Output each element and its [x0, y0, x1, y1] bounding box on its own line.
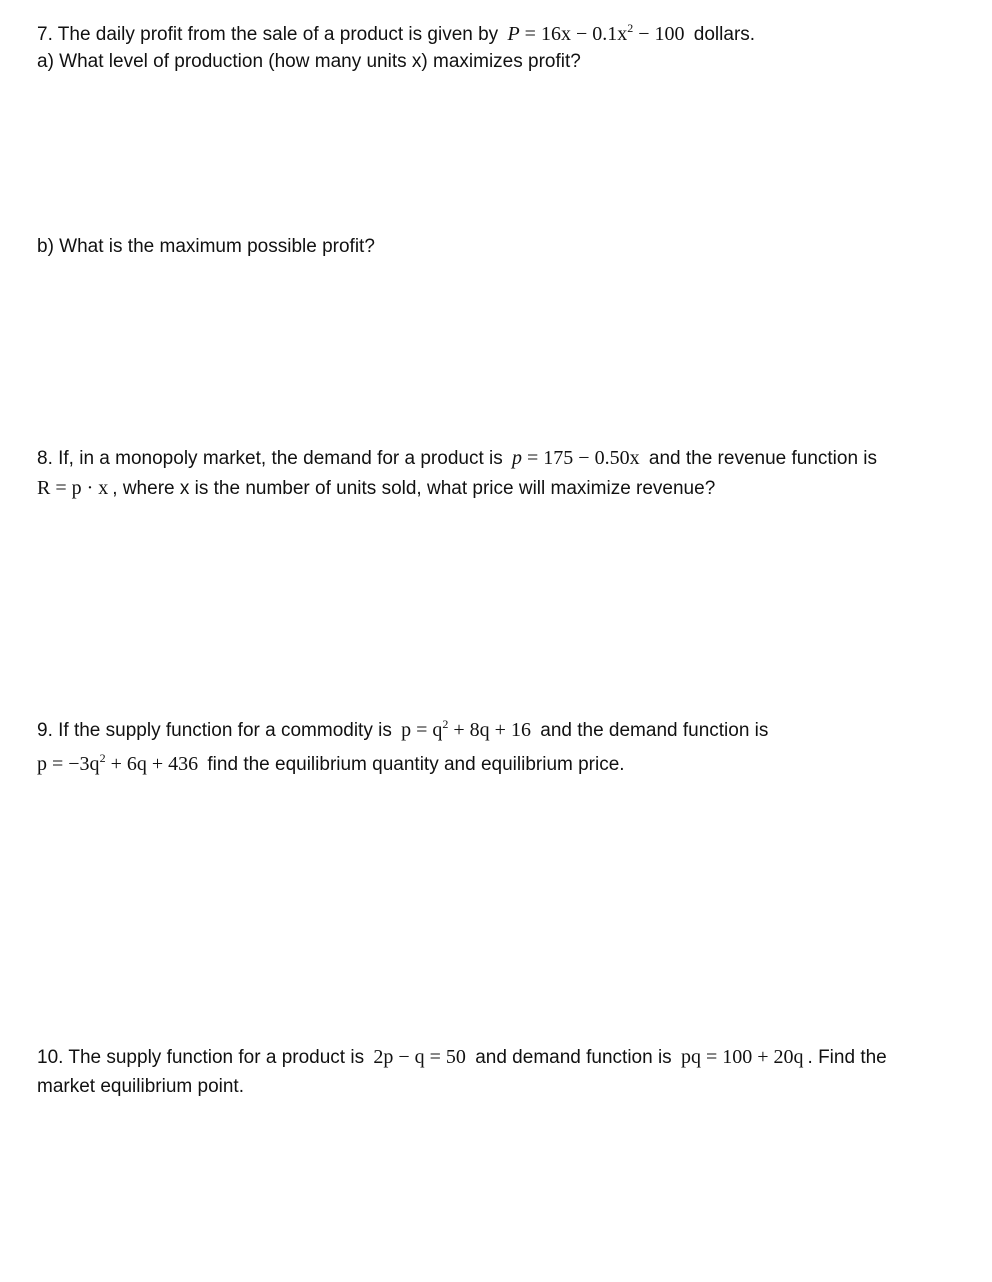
- q10-line-2: market equilibrium point.: [37, 1076, 244, 1097]
- q9-tail: find the equilibrium quantity and equilibrium price.: [207, 754, 625, 775]
- q8-mid: and the revenue function is: [648, 448, 878, 469]
- q9-intro: 9. If the supply function for a commodity is: [37, 720, 392, 741]
- q8-tail: , where x is the number of units sold, what price will maximize revenue?: [112, 478, 716, 499]
- q7-part-b: b) What is the maximum possible profit?: [37, 236, 375, 257]
- q10-line-1: [37, 1045, 887, 1070]
- q10-mid: and demand function is: [475, 1047, 672, 1068]
- q8-intro: 8. If, in a monopoly market, the demand for a product is: [37, 448, 503, 469]
- q10-supply-equation: 2p − q = 50: [373, 1046, 466, 1068]
- q7-profit-equation: $P = 16x - 0.1x^2 - 100$: [507, 21, 685, 45]
- q9-mid: and the demand function is: [540, 720, 769, 741]
- q9-supply-equation: $p = q^2 + 8q + 16$: [401, 717, 531, 741]
- q7-intro: 7. The daily profit from the sale of a product is given by: [37, 24, 499, 45]
- q9-demand-equation: $p = -3q^2 + 6q + 436$: [37, 751, 199, 775]
- q7-line-1: [37, 22, 755, 47]
- q8-demand-equation: p = 175 − 0.50x: [512, 447, 640, 469]
- q8-line-1: [37, 446, 877, 471]
- q7-part-a: a) What level of production (how many units x) maximizes profit?: [37, 51, 581, 72]
- q8-line-2: [37, 476, 715, 501]
- q9-line-2: [37, 752, 625, 777]
- q10-tail: . Find the: [807, 1047, 887, 1068]
- q9-line-1: [37, 718, 768, 743]
- q8-revenue-equation: R = p · x: [37, 477, 109, 499]
- q10-demand-equation: pq = 100 + 20q: [680, 1046, 804, 1068]
- q7-unit: dollars.: [693, 24, 756, 45]
- q10-intro: 10. The supply function for a product is: [37, 1047, 365, 1068]
